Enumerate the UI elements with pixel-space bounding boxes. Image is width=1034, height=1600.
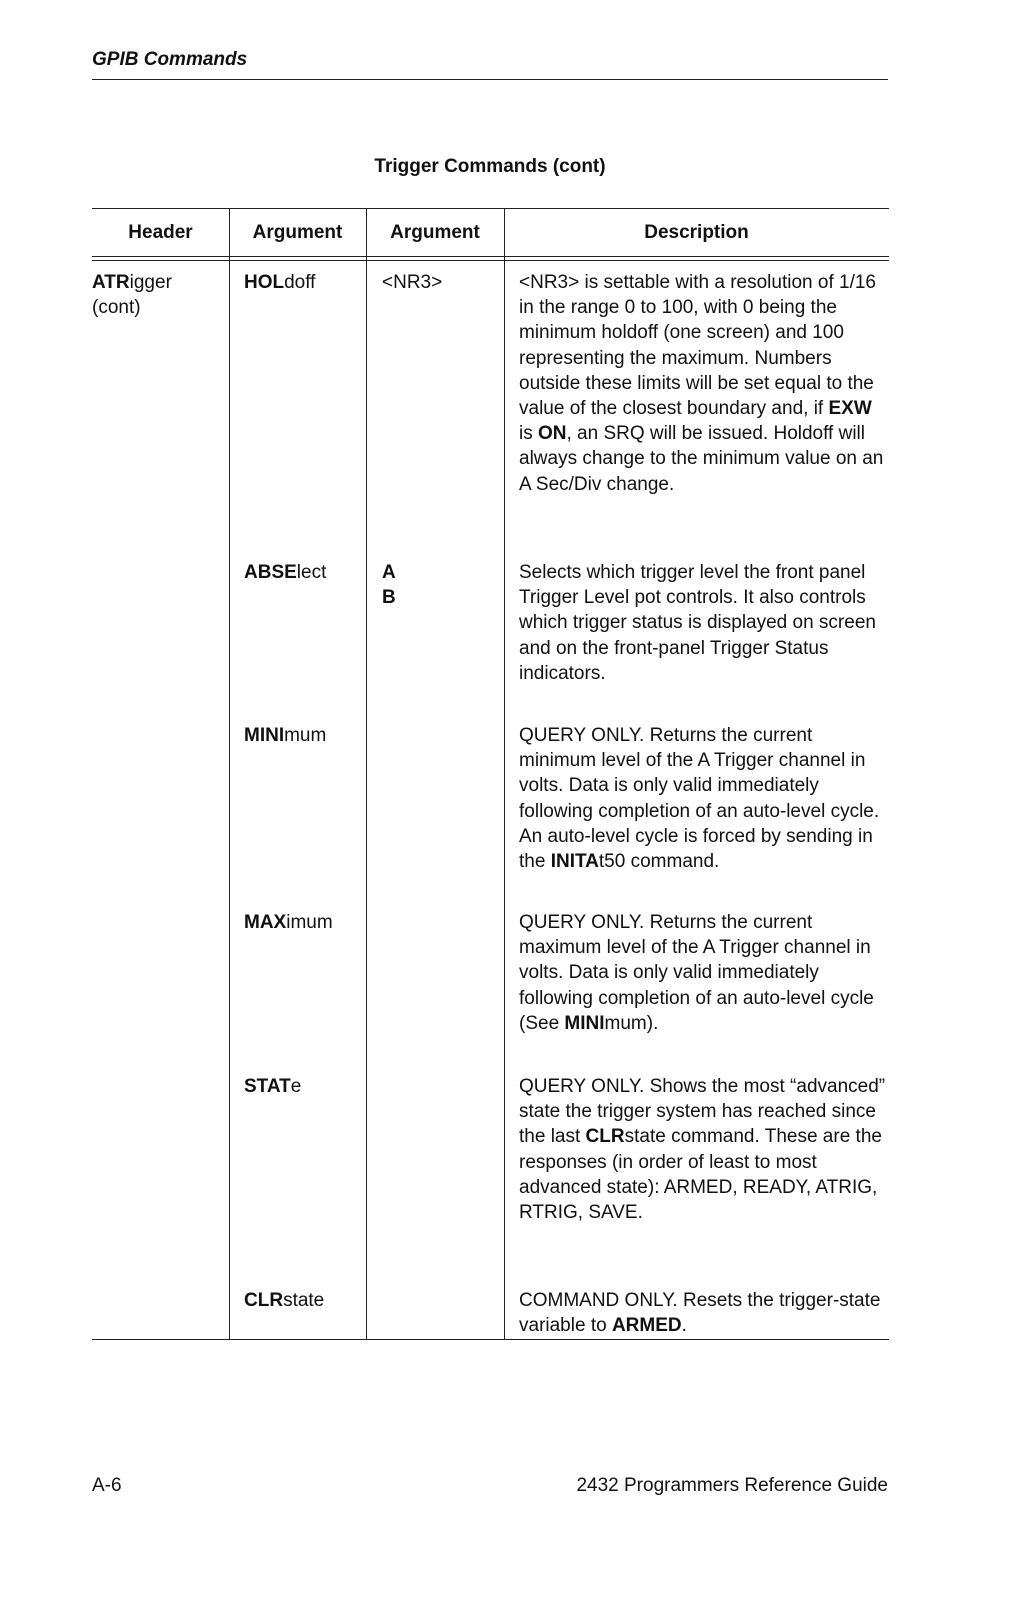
argument-clrstate: CLRstate bbox=[244, 1290, 325, 1311]
column-divider bbox=[366, 208, 367, 1339]
argument-nr3: <NR3> bbox=[382, 272, 443, 293]
argument-abselect: ABSElect bbox=[244, 562, 327, 583]
column-divider bbox=[504, 208, 505, 1339]
header-cell-atrigger bbox=[92, 270, 222, 320]
column-header-header: Header bbox=[128, 222, 193, 243]
description-maximum: QUERY ONLY. Returns the current maximum level of the A Trigger channel in volts. Data is only valid immediately following completion of an auto-level cycle (See MINImum). bbox=[519, 912, 874, 1034]
column-header-description: Description bbox=[644, 222, 749, 243]
table-bottom-rule bbox=[92, 1339, 889, 1340]
commands-table bbox=[92, 208, 889, 1339]
argument-holdoff: HOLdoff bbox=[244, 272, 316, 293]
header-rule bbox=[92, 79, 888, 80]
argument-minimum: MINImum bbox=[244, 725, 327, 746]
document-title: 2432 Programmers Reference Guide bbox=[576, 1475, 888, 1496]
page-number: A-6 bbox=[92, 1475, 122, 1496]
header-rule-1 bbox=[92, 256, 889, 257]
column-header-argument-2: Argument bbox=[390, 222, 480, 243]
header-cont: (cont) bbox=[92, 297, 141, 319]
description-minimum: QUERY ONLY. Returns the current minimum level of the A Trigger channel in volts. Data is only valid immediately following completion of an auto-level cycle. An auto-level cycle is forced by sending in the INITAt50 command. bbox=[519, 725, 880, 873]
column-header-argument: Argument bbox=[252, 222, 343, 243]
table-top-rule bbox=[92, 208, 889, 209]
argument-state: STATe bbox=[244, 1076, 302, 1097]
column-divider bbox=[229, 208, 230, 1339]
argument-maximum: MAXimum bbox=[244, 912, 333, 933]
header-mnemonic: ATR bbox=[92, 272, 130, 293]
table-title: Trigger Commands (cont) bbox=[374, 156, 606, 177]
header-suffix: igger bbox=[129, 272, 172, 293]
argument-a-b: A B bbox=[382, 562, 396, 609]
header-rule-2 bbox=[92, 260, 889, 261]
running-head: GPIB Commands bbox=[92, 49, 248, 70]
description-holdoff: <NR3> is settable with a resolution of 1/16 in the range 0 to 100, with 0 being the minimum holdoff (one screen) and 100 representing the maximum. Numbers outside these limits will be set equal to the value of the closest boundary and, if EXW is ON, an SRQ will be issued. Holdoff will always change to the minimum value on an A Sec/Div change. bbox=[519, 272, 884, 495]
description-abselect: Selects which trigger level the front panel Trigger Level pot controls. It also controls which trigger status is displayed on screen and on the front-panel Trigger Status indicators. bbox=[519, 562, 876, 684]
description-state: QUERY ONLY. Shows the most “advanced” state the trigger system has reached since the last CLRstate command. These are the responses (in order of least to most advanced state): ARMED, READY, ATRIG, RTRIG, SAVE. bbox=[519, 1076, 886, 1224]
description-clrstate: COMMAND ONLY. Resets the trigger-state variable to ARMED. bbox=[519, 1290, 881, 1337]
